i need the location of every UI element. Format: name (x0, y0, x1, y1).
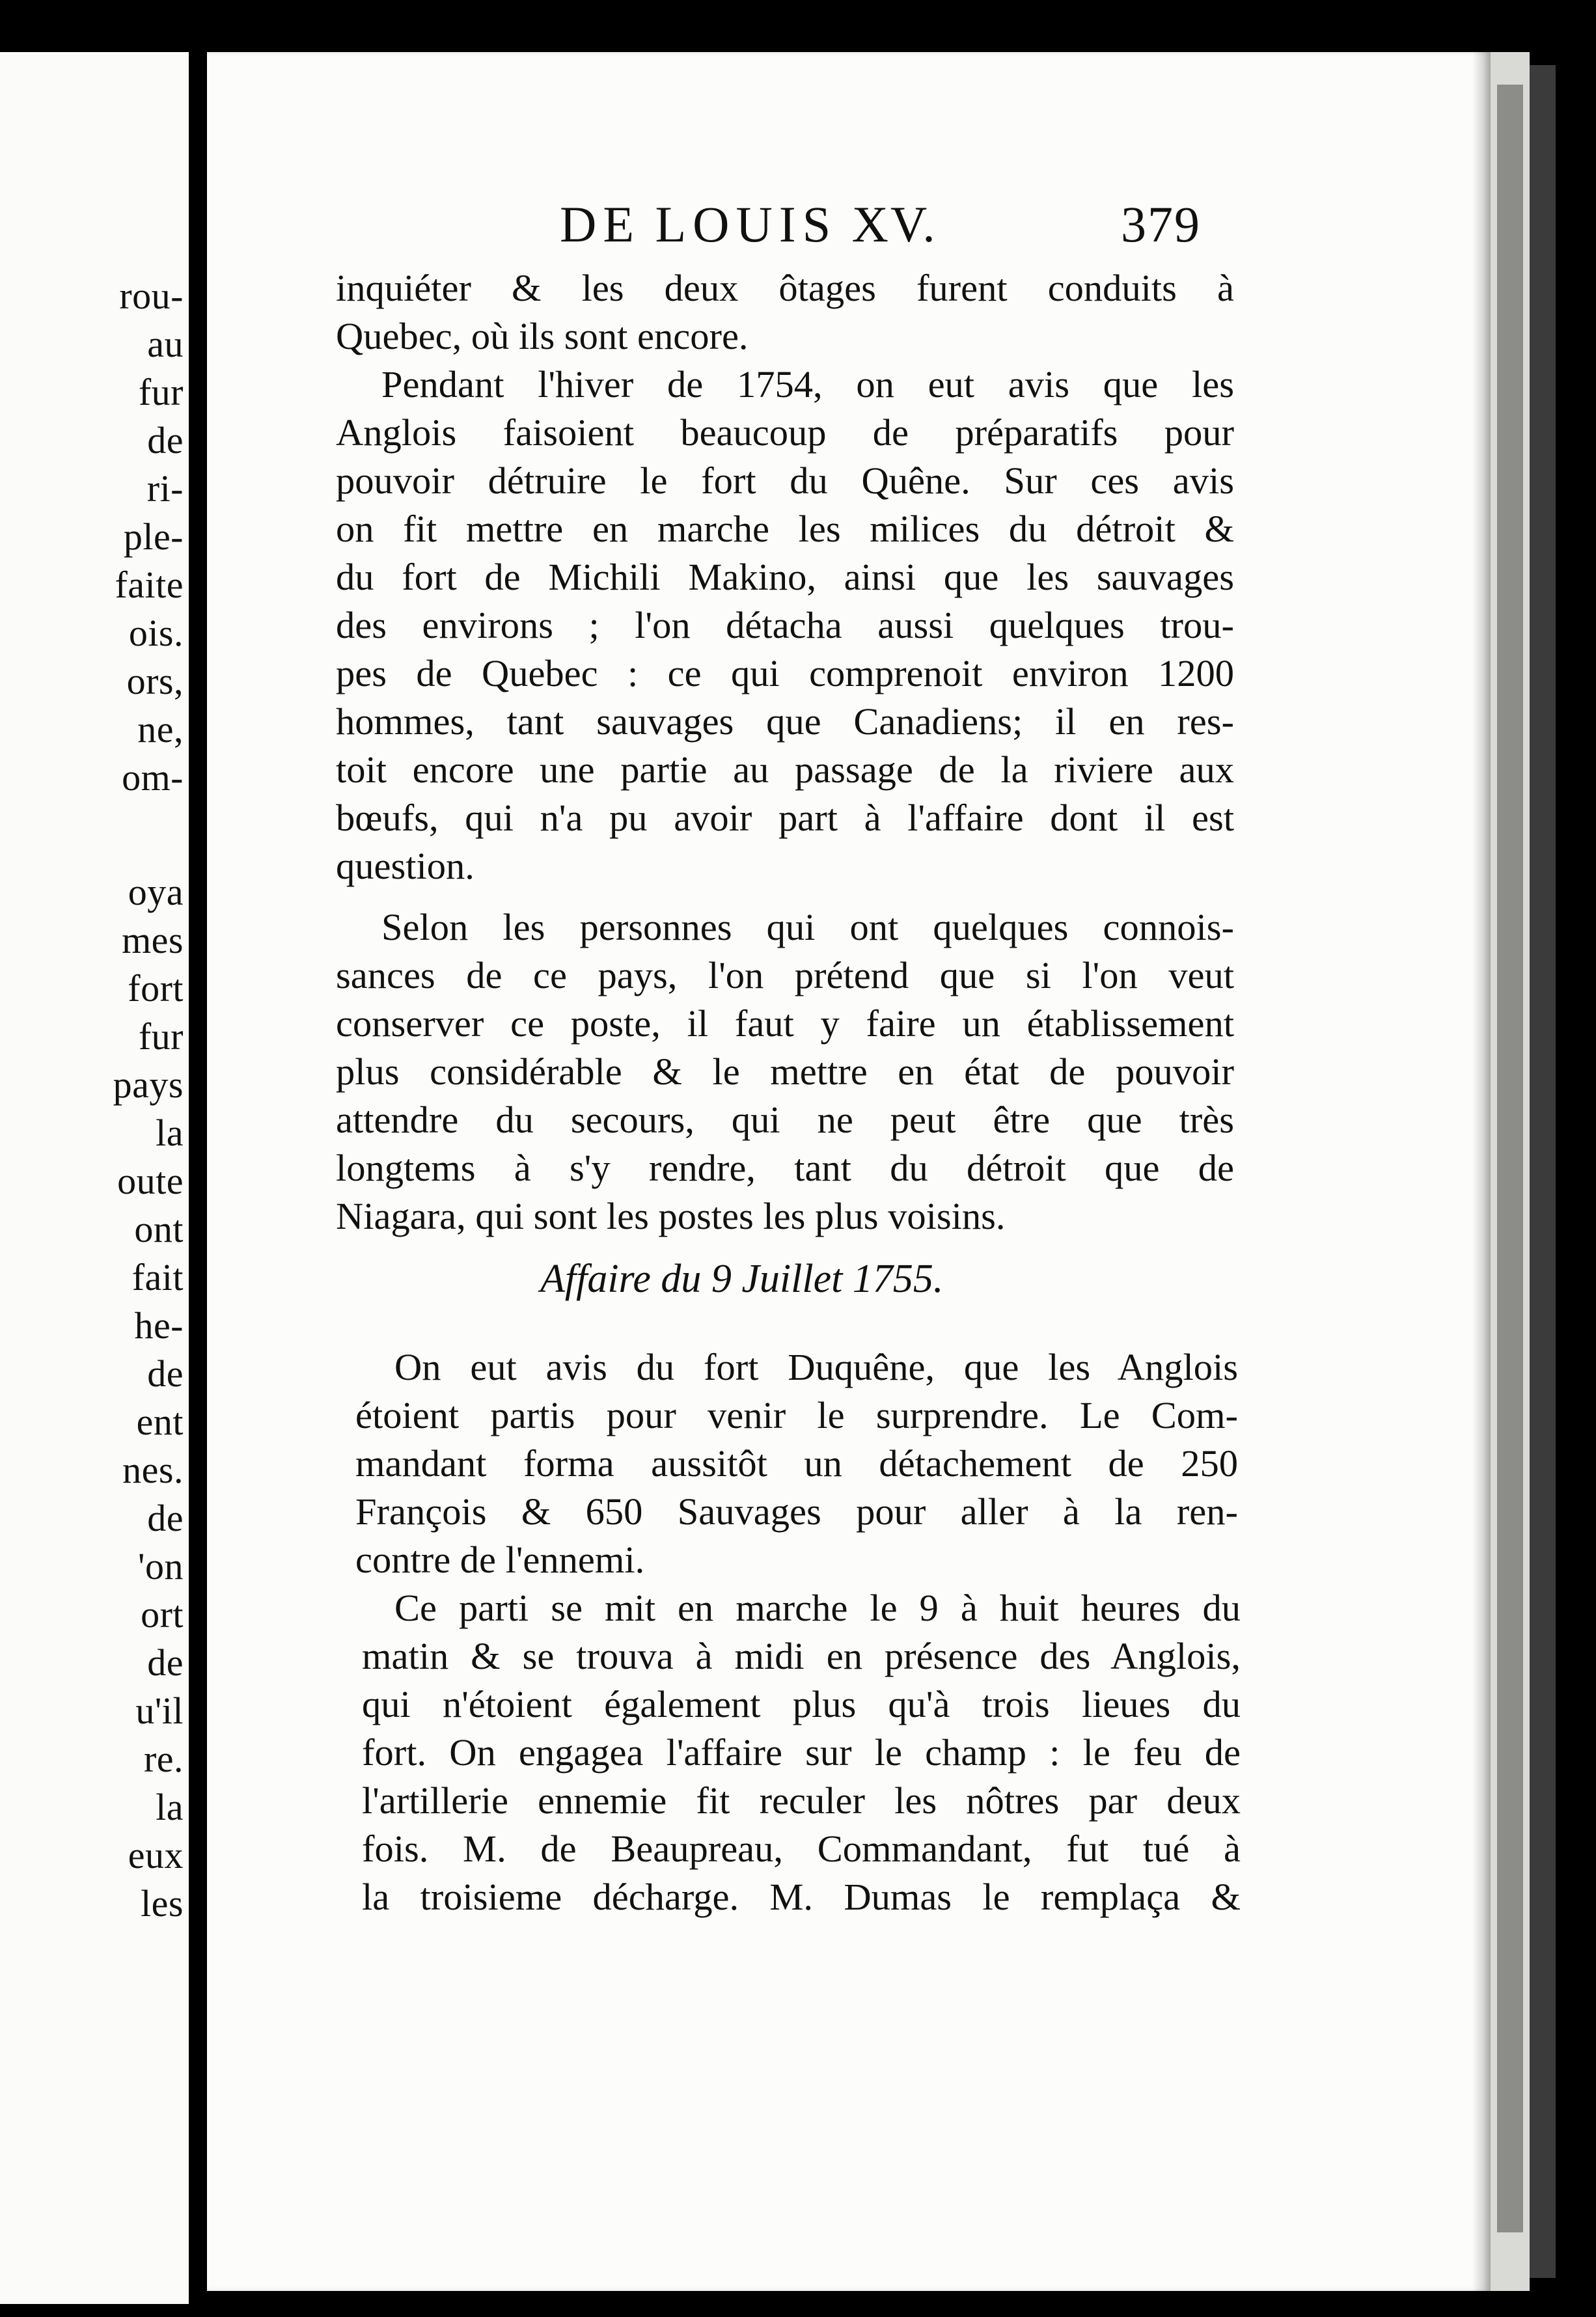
text-line: Quebec, où ils sont encore. (336, 315, 749, 357)
page-number: 379 (1121, 196, 1201, 253)
text-line: François & 650 Sauvages pour aller à la ren- (355, 1490, 1238, 1533)
header-title: LOUIS (655, 196, 838, 253)
text-line: mandant forma aussitôt un détachement de 250 (355, 1442, 1238, 1485)
facing-page (0, 52, 189, 2304)
page-stack-edge-inner (1497, 85, 1523, 2232)
facing-page-fragment: fait (131, 1256, 184, 1298)
text-line: On eut avis du fort Duquêne, que les Anglois (394, 1346, 1238, 1388)
facing-page-fragment: he- (134, 1304, 184, 1347)
text-line: on fit mettre en marche les milices du détroit & (336, 508, 1234, 550)
facing-page-fragment: ple- (123, 515, 184, 558)
facing-page-fragment: u'il (135, 1690, 184, 1732)
text-line: fort. On engagea l'affaire sur le champ : le feu de (362, 1731, 1241, 1774)
text-line: l'artillerie ennemie fit reculer les nôtres par deux (362, 1779, 1241, 1822)
header-numeral: XV. (851, 196, 937, 253)
text-line: question. (336, 845, 475, 887)
facing-page-fragment: ont (134, 1208, 184, 1250)
text-line: attendre du secours, qui ne peut être que très (336, 1099, 1234, 1141)
text-line: des environs ; l'on détacha aussi quelques trou- (336, 604, 1234, 646)
facing-page-fragment: au (147, 323, 184, 365)
text-line: bœufs, qui n'a pu avoir part à l'affaire dont il est (336, 797, 1234, 839)
facing-page-fragment: ne, (137, 708, 184, 750)
facing-page-fragment: eux (128, 1834, 184, 1876)
facing-page-fragment: mes (122, 919, 184, 961)
facing-page-fragment: oya (128, 871, 184, 913)
book-gutter (189, 52, 207, 2304)
facing-page-fragment: de (147, 419, 184, 461)
header-prefix: DE (560, 196, 640, 253)
facing-page-fragment: la (156, 1786, 184, 1828)
text-line: étoient partis pour venir le surprendre. Le Com- (355, 1394, 1238, 1436)
text-line: plus considérable & le mettre en état de pouvoir (336, 1050, 1234, 1093)
facing-page-fragment: de (147, 1497, 184, 1539)
facing-page-fragment: pays (113, 1063, 184, 1106)
facing-page-fragment: rou- (119, 275, 184, 317)
text-line: du fort de Michili Makino, ainsi que les sauvages (336, 556, 1234, 598)
page-edge-shadow (1472, 52, 1491, 2291)
text-line: conserver ce poste, il faut y faire un établissement (336, 1002, 1234, 1045)
facing-page-fragment: de (147, 1641, 184, 1684)
text-line: Ce parti se mit en marche le 9 à huit heures du (394, 1587, 1241, 1629)
text-line: hommes, tant sauvages que Canadiens; il en res- (336, 700, 1234, 743)
facing-page-fragment: re. (143, 1738, 184, 1780)
facing-page-fragment: la (156, 1112, 184, 1154)
facing-page-fragment: om- (122, 756, 184, 799)
text-line: Pendant l'hiver de 1754, on eut avis que les (381, 363, 1234, 405)
section-heading: Affaire du 9 Juillet 1755. (540, 1257, 944, 1301)
text-line: longtems à s'y rendre, tant du détroit que de (336, 1147, 1234, 1189)
facing-page-fragment: fur (138, 371, 184, 413)
text-line: contre de l'ennemi. (355, 1539, 645, 1581)
facing-page-fragment: ors, (126, 660, 184, 702)
text-line: qui n'étoient également plus qu'à trois lieues du (362, 1683, 1241, 1725)
facing-page-fragment: les (141, 1882, 184, 1925)
text-line: la troisieme décharge. M. Dumas le remplaça & (362, 1876, 1241, 1918)
text-line: matin & se trouva à midi en présence des Anglois, (362, 1635, 1241, 1677)
facing-page-fragment: ort (141, 1593, 184, 1636)
running-header (560, 195, 937, 254)
text-line: pes de Quebec : ce qui comprenoit environ 1200 (336, 652, 1234, 694)
facing-page-fragment: ois. (128, 612, 184, 654)
text-line: sances de ce pays, l'on prétend que si l'on veut (336, 954, 1234, 996)
text-line: pouvoir détruire le fort du Quêne. Sur ces avis (336, 459, 1234, 502)
facing-page-fragment: nes. (122, 1449, 184, 1491)
facing-page-fragment: 'on (138, 1545, 184, 1587)
facing-page-fragment: de (147, 1352, 184, 1395)
facing-page-fragment: faite (115, 564, 184, 606)
text-line: fois. M. de Beaupreau, Commandant, fut tué à (362, 1828, 1241, 1870)
book-cover-edge (1530, 65, 1556, 2278)
facing-page-fragment: oute (117, 1160, 184, 1202)
facing-page-fragment: fort (128, 967, 184, 1009)
text-line: toit encore une partie au passage de la riviere aux (336, 748, 1234, 791)
text-line: inquiéter & les deux ôtages furent conduits à (336, 267, 1234, 309)
facing-page-fragment: fur (138, 1015, 184, 1058)
text-line: Niagara, qui sont les postes les plus voisins. (336, 1195, 1006, 1237)
text-line: Selon les personnes qui ont quelques connois- (381, 906, 1234, 948)
facing-page-fragment: ent (136, 1401, 184, 1443)
text-line: Anglois faisoient beaucoup de préparatifs pour (336, 411, 1234, 454)
facing-page-fragment: ri- (146, 467, 184, 510)
